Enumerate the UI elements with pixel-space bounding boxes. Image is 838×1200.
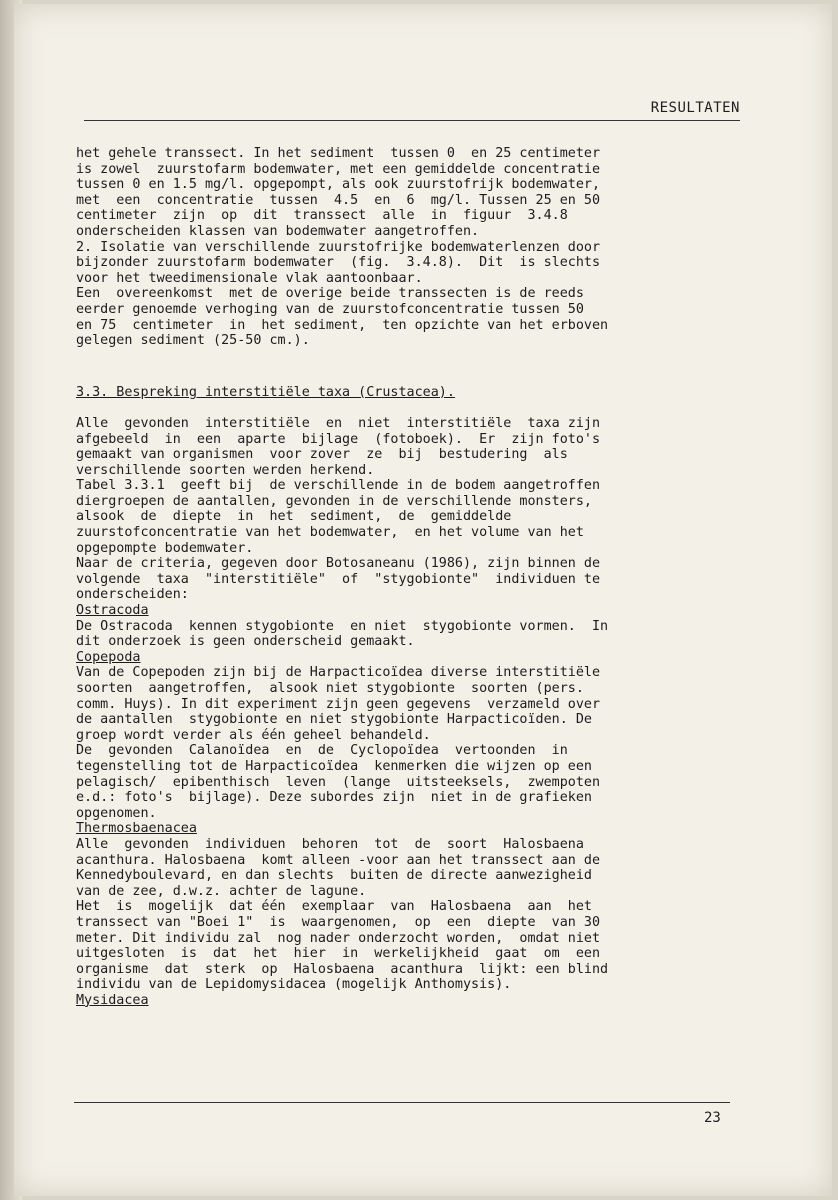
section-heading: 3.3. Bespreking interstitiële taxa (Crustacea). xyxy=(76,384,455,400)
paragraph-thermosbaenacea xyxy=(76,837,748,993)
subheading-thermosbaenacea: Thermosbaenacea xyxy=(76,821,197,837)
text-line: alsook de diepte in het sediment, de gemiddelde xyxy=(76,509,512,525)
text-line: Het is mogelijk dat één exemplaar van Halosbaena aan het xyxy=(76,899,592,915)
paragraph-taxa-intro xyxy=(76,416,748,603)
text-line: soorten aangetroffen, alsook niet stygobionte soorten (pers. xyxy=(76,681,584,696)
text-line: De Ostracoda kennen stygobionte en niet stygobionte vormen. In xyxy=(76,618,609,634)
text-line: acanthura. Halosbaena komt alleen -voor aan het transsect aan de xyxy=(76,852,601,868)
text-line: De gevonden Calanoïdea en de Cyclopoïdea vertoonden in xyxy=(76,743,568,759)
subheading-mysidacea: Mysidacea xyxy=(76,992,149,1008)
text-line: opgepompte bodemwater. xyxy=(76,540,254,556)
text-line: uitgesloten is dat het hier in werkelijkheid gaat om een xyxy=(76,946,601,962)
text-line: bijzonder zuurstofarm bodemwater (fig. 3.4.8). Dit is slechts xyxy=(76,255,601,271)
text-line: individu van de Lepidomysidacea (mogelijk Anthomysis). xyxy=(76,977,512,993)
subheading-ostracoda: Ostracoda xyxy=(76,603,149,619)
text-line: onderscheiden: xyxy=(76,587,189,603)
text-line: volgende taxa "interstitiële" of "stygobionte" individuen te xyxy=(76,571,601,587)
paragraph-oxygen-results xyxy=(76,146,748,349)
paragraph-copepoda xyxy=(76,665,748,821)
text-line: verschillende soorten werden herkend. xyxy=(76,462,375,478)
paragraph-ostracoda xyxy=(76,619,748,650)
text-line: Alle gevonden interstitiële en niet interstitiële taxa zijn xyxy=(76,415,601,431)
text-line: dit onderzoek is geen onderscheid gemaakt. xyxy=(76,634,415,650)
text-line: Tabel 3.3.1 geeft bij de verschillende in de bodem aangetroffen xyxy=(76,478,601,494)
page-body xyxy=(76,146,748,1008)
text-line: onderscheiden klassen van bodemwater aangetroffen. xyxy=(76,223,480,239)
text-line: voor het tweedimensionale vlak aantoonbaar. xyxy=(76,270,423,286)
text-line: Een overeenkomst met de overige beide transsecten is de reeds xyxy=(76,286,584,302)
text-line: eerder genoemde verhoging van de zuurstofconcentratie tussen 50 xyxy=(76,301,584,317)
text-line: van de zee, d.w.z. achter de lagune. xyxy=(76,883,367,899)
text-line: Alle gevonden individuen behoren tot de soort Halosbaena xyxy=(76,836,584,852)
header-title: RESULTATEN xyxy=(650,100,740,116)
text-line: het gehele transsect. In het sediment tussen 0 en 25 centimeter xyxy=(76,146,601,161)
text-line: organisme dat sterk op Halosbaena acanthura lijkt: een blind xyxy=(76,961,609,977)
text-line: 2. Isolatie van verschillende zuurstofrijke bodemwaterlenzen door xyxy=(76,239,601,255)
text-line: diergroepen de aantallen, gevonden in de verschillende monsters, xyxy=(76,493,592,509)
page-number: 23 xyxy=(704,1110,721,1126)
text-line: zuurstofconcentratie van het bodemwater, en het volume van het xyxy=(76,525,584,541)
text-line: met een concentratie tussen 4.5 en 6 mg/l. Tussen 25 en 50 xyxy=(76,192,601,208)
text-line: transsect van "Boei 1" is waargenomen, op een diepte van 30 xyxy=(76,914,601,930)
text-line: de aantallen stygobionte en niet stygobionte Harpacticoïden. De xyxy=(76,712,592,728)
text-line: e.d.: foto's bijlage). Deze subordes zijn niet in de grafieken xyxy=(76,790,592,806)
text-line: Naar de criteria, gegeven door Botosaneanu (1986), zijn binnen de xyxy=(76,556,601,572)
text-line: gemaakt van organismen voor zover ze bij bestudering als xyxy=(76,447,568,463)
text-line: opgenomen. xyxy=(76,805,157,821)
text-line: tussen 0 en 1.5 mg/l. opgepompt, als ook zuurstofrijk bodemwater, xyxy=(76,177,601,193)
text-line: centimeter zijn op dit transsect alle in figuur 3.4.8 xyxy=(76,208,568,224)
text-line: pelagisch/ epibenthisch leven (lange uitsteeksels, zwempoten xyxy=(76,774,601,790)
text-line: en 75 centimeter in het sediment, ten opzichte van het erboven xyxy=(76,317,609,333)
text-line: meter. Dit individu zal nog nader onderzocht worden, omdat niet xyxy=(76,930,601,946)
text-line: gelegen sediment (25-50 cm.). xyxy=(76,333,310,349)
text-line: afgebeeld in een aparte bijlage (fotoboek). Er zijn foto's xyxy=(76,431,601,447)
footer-rule xyxy=(74,1102,730,1103)
text-line: groep wordt verder als één geheel behandeld. xyxy=(76,727,431,743)
page-header xyxy=(84,100,740,121)
text-line: is zowel zuurstofarm bodemwater, met een gemiddelde concentratie xyxy=(76,161,601,177)
text-line: Van de Copepoden zijn bij de Harpacticoïdea diverse interstitiële xyxy=(76,665,601,681)
text-line: tegenstelling tot de Harpacticoïdea kenmerken die wijzen op een xyxy=(76,758,592,774)
text-line: comm. Huys). In dit experiment zijn geen gegevens verzameld over xyxy=(76,696,601,712)
subheading-copepoda: Copepoda xyxy=(76,649,141,665)
text-line: Kennedyboulevard, en dan slechts buiten de directe aanwezigheid xyxy=(76,868,592,884)
